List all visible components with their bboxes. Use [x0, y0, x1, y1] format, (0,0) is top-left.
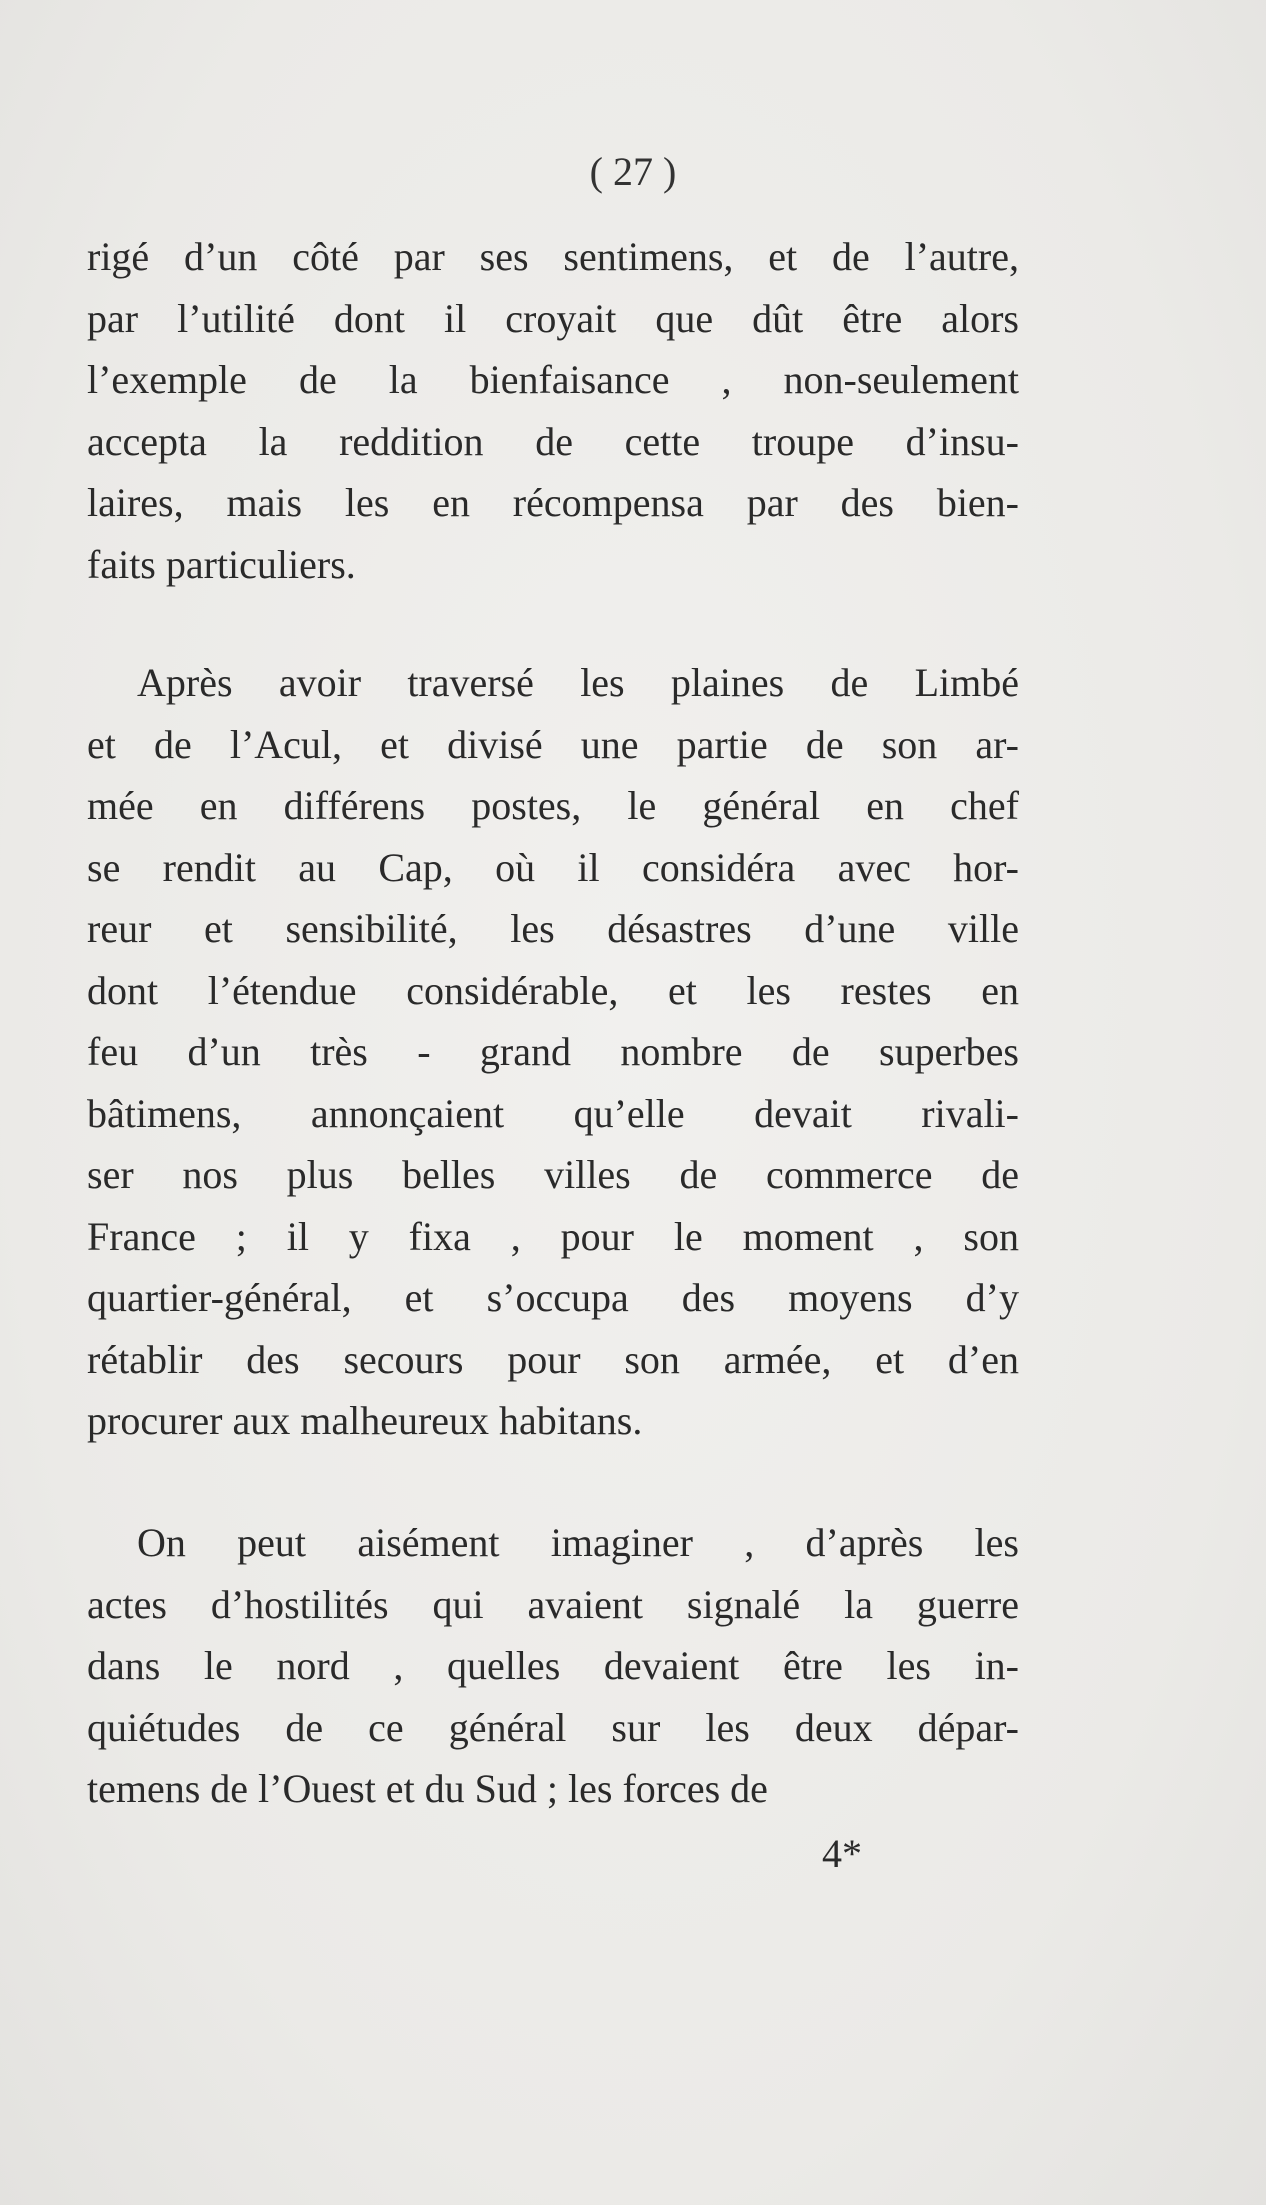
text-line: laires, mais les en récompensa par des bien-: [87, 480, 1019, 525]
text-line: se rendit au Cap, où il considéra avec hor-: [87, 844, 1019, 890]
text-line: On peut aisément imaginer , d’après les: [137, 1520, 1019, 1565]
text-line: Après avoir traversé les plaines de Limbé: [137, 660, 1019, 705]
text-line: France ; il y fixa , pour le moment , son: [87, 1213, 1019, 1259]
text-line: faits particuliers.: [87, 541, 356, 587]
text-line: mée en différens postes, le général en chef: [87, 783, 1019, 828]
text-line: dont l’étendue considérable, et les restes en: [87, 967, 1019, 1013]
text-line: et de l’Acul, et divisé une partie de son ar-: [87, 721, 1019, 767]
text-line: bâtimens, annonçaient qu’elle devait rivali-: [87, 1090, 1019, 1136]
text-line: l’exemple de la bienfaisance , non-seulement: [87, 357, 1019, 402]
text-line: dans le nord , quelles devaient être les in-: [87, 1643, 1019, 1688]
text-line: quartier-général, et s’occupa des moyens d’y: [87, 1275, 1019, 1320]
text-line: rigé d’un côté par ses sentimens, et de l’autre,: [87, 234, 1019, 279]
text-line: ser nos plus belles villes de commerce de: [87, 1152, 1019, 1197]
text-line: rétablir des secours pour son armée, et d’en: [87, 1336, 1019, 1382]
text-line: reur et sensibilité, les désastres d’une ville: [87, 906, 1019, 951]
text-line: par l’utilité dont il croyait que dût être alors: [87, 295, 1019, 341]
page-number: ( 27 ): [589, 149, 677, 194]
text-line: procurer aux malheureux habitans.: [87, 1398, 643, 1443]
text-line: temens de l’Ouest et du Sud ; les forces de: [87, 1766, 768, 1811]
text-line: quiétudes de ce général sur les deux dépar-: [87, 1704, 1019, 1750]
signature-mark: 4*: [822, 1831, 862, 1876]
text-line: feu d’un très - grand nombre de superbes: [87, 1029, 1019, 1074]
text-line: actes d’hostilités qui avaient signalé la guerre: [87, 1581, 1019, 1627]
text-line: accepta la reddition de cette troupe d’insu-: [87, 418, 1019, 464]
